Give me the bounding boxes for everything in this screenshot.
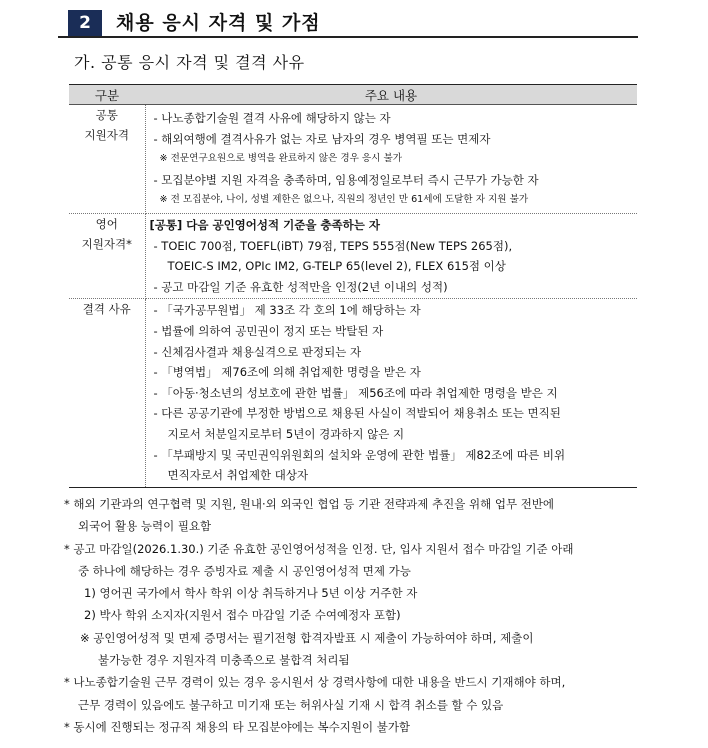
section-title: 채용 응시 자격 및 가점	[116, 12, 321, 34]
list-item: - 신체검사결과 채용실격으로 판정되는 자	[153, 344, 362, 359]
list-item: - 「부패방지 및 국민권익위원회의 설치와 운영에 관한 법률」 제82조에 따른 비위	[153, 447, 566, 462]
table-header-row	[69, 85, 637, 105]
qualification-table	[69, 84, 637, 488]
table-row-common	[69, 105, 637, 214]
list-item: - 해외여행에 결격사유가 없는 자로 남자의 경우 병역필 또는 면제자	[153, 131, 491, 146]
category-english: 영어 지원자격*	[69, 213, 145, 298]
section-number: 2	[68, 10, 102, 36]
notes-section	[64, 493, 650, 738]
note-line: * 동시에 진행되는 정규직 채용의 타 모집분야에는 복수지원이 불가함	[64, 719, 411, 734]
note-line: 근무 경력이 있음에도 불구하고 미기재 또는 허위사실 기재 시 합격 취소를 할 수 있음	[78, 697, 504, 712]
category-disqualification: 결격 사유	[69, 299, 145, 487]
table-row-disqualification	[69, 299, 637, 487]
list-item: - 「아동·청소년의 성보호에 관한 법률」 제56조에 따라 취업제한 명령을 받은 지	[153, 385, 558, 400]
note-line: * 공고 마감일(2026.1.30.) 기준 유효한 공인영어성적을 인정. 단, 입사 지원서 접수 마감일 기준 아래	[64, 541, 574, 556]
note-line: ※ 공인영어성적 및 면제 증명서는 필기전형 합격자발표 시 제출이 가능하여야 하며, 제출이	[80, 630, 534, 645]
note-line: 외국어 활용 능력이 필요함	[78, 519, 212, 534]
list-item: - 모집분야별 지원 자격을 충족하며, 임용예정일로부터 즉시 근무가 가능한 자	[153, 172, 539, 187]
column-header-content: 주요 내용	[145, 85, 637, 105]
section-header	[58, 10, 638, 38]
list-item: ※ 전 모집분야, 나이, 성별 제한은 없으나, 직원의 정년인 만 61세에 도달한 자 지원 불가	[159, 194, 529, 206]
list-item: ※ 전문연구요원으로 병역을 완료하지 않은 경우 응시 불가	[159, 153, 403, 165]
note-line: * 나노종합기술원 근무 경력이 있는 경우 응시원서 상 경력사항에 대한 내용을 반드시 기재해야 하며,	[64, 675, 566, 690]
note-line: 중 하나에 해당하는 경우 증빙자료 제출 시 공인영어성적 면제 가능	[78, 563, 411, 578]
content-english	[145, 213, 637, 298]
list-item: TOEIC-S IM2, OPIc IM2, G-TELP 65(level 2), FLEX 615점 이상	[167, 259, 506, 274]
list-item: [공통] 다음 공인영어성적 기준을 충족하는 자	[149, 217, 380, 232]
list-item: - 나노종합기술원 결격 사유에 해당하지 않는 자	[153, 111, 391, 125]
list-item: - TOEIC 700점, TOEFL(iBT) 79점, TEPS 555점(New TEPS 265점),	[153, 238, 513, 253]
content-common	[145, 105, 637, 214]
list-item: - 공고 마감일 기준 유효한 성적만을 인정(2년 이내의 성적)	[153, 279, 448, 294]
list-item: - 「국가공무원법」 제 33조 각 호의 1에 해당하는 자	[153, 303, 421, 318]
list-item: - 다른 공공기관에 부정한 방법으로 채용된 사실이 적발되어 채용취소 또는 면직된	[153, 406, 561, 421]
column-header-category: 구분	[69, 85, 145, 105]
list-item: 지로서 처분일지로부터 5년이 경과하지 않은 지	[167, 426, 405, 441]
list-item: - 법률에 의하여 공민권이 정지 또는 박탈된 자	[153, 323, 384, 338]
list-item: 면직자로서 취업제한 대상자	[167, 468, 309, 483]
list-item: - 「병역법」 제76조에 의해 취업제한 명령을 받은 자	[153, 365, 421, 380]
note-line: 불가능한 경우 지원자격 미충족으로 불합격 처리됨	[98, 653, 350, 668]
note-line: * 해외 기관과의 연구협력 및 지원, 원내·외 외국인 협업 등 기관 전략과제 추진을 위해 업무 전반에	[64, 497, 555, 511]
note-line: 2) 박사 학위 소지자(지원서 접수 마감일 기준 수여예정자 포함)	[84, 608, 401, 623]
content-disqualification	[145, 299, 637, 487]
category-common: 공통 지원자격	[69, 105, 145, 214]
note-line: 1) 영어권 국가에서 학사 학위 이상 취득하거나 5년 이상 거주한 자	[84, 586, 418, 601]
table-row-english	[69, 213, 637, 298]
subsection-title: 가. 공통 응시 자격 및 결격 사유	[74, 53, 305, 72]
